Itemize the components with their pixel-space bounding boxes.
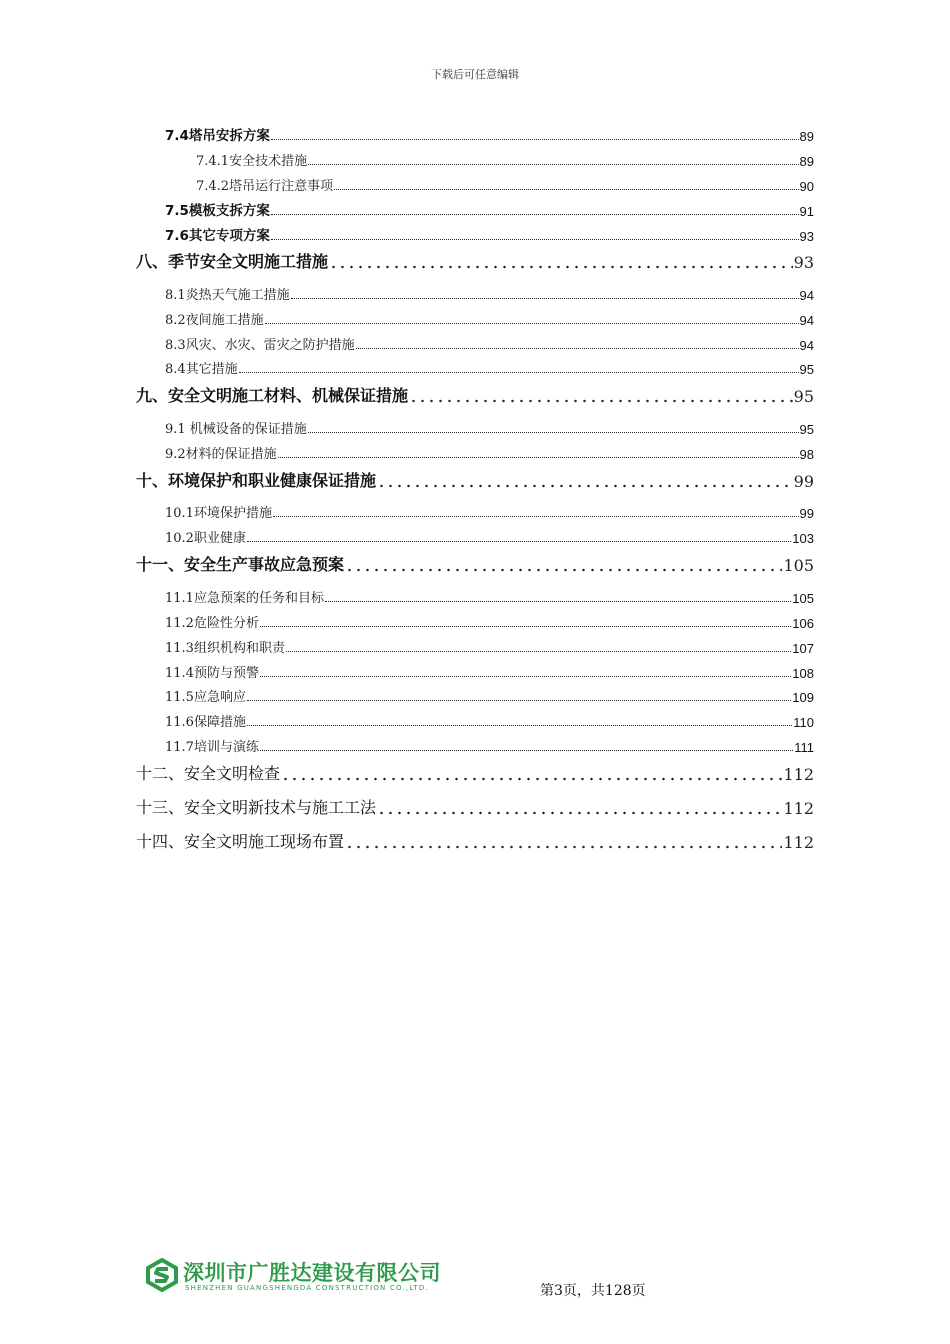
toc-leader-dots [271,214,799,215]
toc-chapter[interactable] [136,469,814,491]
toc-entry[interactable] [165,126,814,144]
toc-entry[interactable] [165,226,814,244]
toc-leader-dots [308,432,799,433]
toc-leader-dots [260,750,793,751]
toc-entry[interactable] [165,663,814,681]
toc-entry[interactable] [165,528,814,546]
toc-chapter[interactable] [136,762,814,784]
toc-leader-dots [247,700,791,701]
toc-chapter-page: 112 [783,765,814,784]
toc-chapter-page: 93 [793,253,814,272]
toc-entry-label: 10.1环境保护措施 [165,506,272,521]
toc-entry-page: 109 [792,690,814,705]
toc-entry-label: 11.3组织机构和职责 [165,641,285,656]
toc-leader-dots [278,457,799,458]
toc-entry[interactable] [165,285,814,303]
toc-entry[interactable] [165,503,814,521]
page-indicator: 第3页，共128页 [540,1283,646,1299]
toc-entry-label: 9.2材料的保证措施 [165,447,277,462]
company-logo-icon [145,1258,179,1292]
toc-entry-label: 11.7培训与演练 [165,740,259,755]
toc-leader-dots [260,626,791,627]
toc-chapter-page: 112 [783,833,814,852]
toc-entry-label: 11.5应急响应 [165,690,246,705]
toc-leader-dots [329,255,793,269]
toc-entry[interactable] [165,201,814,219]
toc-entry[interactable] [165,359,814,377]
toc-entry[interactable] [165,588,814,606]
toc-entry-label: 7.4.1安全技术措施 [196,154,308,169]
toc-entry-label: 11.4预防与预警 [165,666,259,681]
toc-entry[interactable] [165,444,814,462]
toc-chapter[interactable] [136,250,814,272]
toc-entry-page: 98 [799,447,814,462]
toc-leader-dots [409,389,793,403]
toc-entry-page: 111 [794,740,814,755]
toc-leader-dots [377,801,782,815]
toc-chapter[interactable] [136,830,814,852]
toc-entry-page: 94 [799,313,814,328]
toc-entry-page: 93 [799,229,814,244]
toc-entry-label: 8.1炎热天气施工措施 [165,288,290,303]
toc-chapter-page: 112 [783,799,814,818]
toc-leader-dots [291,298,799,299]
toc-entry-page: 107 [792,641,814,656]
toc-leader-dots [345,558,782,572]
company-name: 深圳市广胜达建设有限公司 [183,1261,441,1285]
toc-chapter[interactable] [136,796,814,818]
toc-entry-page: 91 [799,204,814,219]
toc-chapter-label: 九、安全文明施工材料、机械保证措施 [136,386,409,405]
toc-chapter-label: 十三、安全文明新技术与施工工法 [136,798,377,817]
toc-entry-label: 11.1应急预案的任务和目标 [165,591,324,606]
toc-leader-dots [281,767,782,781]
toc-leader-dots [345,835,782,849]
toc-entry-page: 95 [799,422,814,437]
toc-chapter-label: 十四、安全文明施工现场布置 [136,832,345,851]
toc-chapter-page: 95 [793,387,814,406]
toc-entry-label: 7.4.2塔吊运行注意事项 [196,179,334,194]
toc-entry-page: 94 [799,288,814,303]
toc-entry-label: 7.4塔吊安拆方案 [165,128,270,144]
toc-entry[interactable] [196,151,814,169]
toc-entry-page: 103 [792,531,814,546]
toc-entry-label: 11.6保障措施 [165,715,246,730]
toc-chapter-label: 十、环境保护和职业健康保证措施 [136,471,377,490]
toc-leader-dots [265,323,799,324]
toc-leader-dots [325,601,791,602]
toc-chapter-page: 99 [793,472,814,491]
toc-entry-page: 89 [799,154,814,169]
toc-entry-page: 110 [793,715,814,730]
toc-chapter-label: 八、季节安全文明施工措施 [136,252,329,271]
toc-leader-dots [239,372,799,373]
toc-chapter[interactable] [136,384,814,406]
toc-leader-dots [247,725,792,726]
toc-entry-label: 8.4其它措施 [165,362,238,377]
toc-leader-dots [260,676,791,677]
toc-leader-dots [377,474,793,488]
toc-entry[interactable] [165,712,814,730]
toc-entry-page: 106 [792,616,814,631]
toc-entry[interactable] [165,638,814,656]
toc-chapter-label: 十一、安全生产事故应急预案 [136,555,345,574]
toc-leader-dots [356,348,799,349]
toc-entry[interactable] [196,176,814,194]
toc-entry-label: 10.2职业健康 [165,531,246,546]
toc-chapter-label: 十二、安全文明检查 [136,764,281,783]
toc-leader-dots [271,239,799,240]
toc-entry-label: 9.1 机械设备的保证措施 [165,422,307,437]
toc-leader-dots [271,139,799,140]
toc-entry[interactable] [165,737,814,755]
toc-entry[interactable] [165,310,814,328]
toc-leader-dots [273,516,799,517]
toc-leader-dots [286,651,791,652]
toc-chapter-page: 105 [783,556,814,575]
toc-leader-dots [334,189,798,190]
toc-entry[interactable] [165,613,814,631]
toc-entry[interactable] [165,687,814,705]
toc-entry-label: 11.2危险性分析 [165,616,259,631]
company-name-en: SHENZHEN GUANGSHENGDA CONSTRUCTION CO.,LTD. [185,1284,429,1292]
toc-leader-dots [247,541,791,542]
toc-entry-label: 8.3风灾、水灾、雷灾之防护措施 [165,338,355,353]
toc-entry-label: 8.2夜间施工措施 [165,313,264,328]
toc-entry-page: 90 [799,179,814,194]
toc-entry-page: 108 [792,666,814,681]
toc-entry-page: 105 [792,591,814,606]
toc-entry[interactable] [165,419,814,437]
toc-entry-page: 94 [799,338,814,353]
toc-entry-page: 89 [799,129,814,144]
toc-entry-label: 7.6其它专项方案 [165,228,270,244]
header-note: 下载后可任意编辑 [431,68,519,81]
company-logo [145,1254,445,1298]
toc-chapter[interactable] [136,553,814,575]
toc-entry-page: 95 [799,362,814,377]
toc-entry-label: 7.5模板支拆方案 [165,203,270,219]
toc-leader-dots [308,164,798,165]
toc-entry[interactable] [165,335,814,353]
toc-entry-page: 99 [799,506,814,521]
